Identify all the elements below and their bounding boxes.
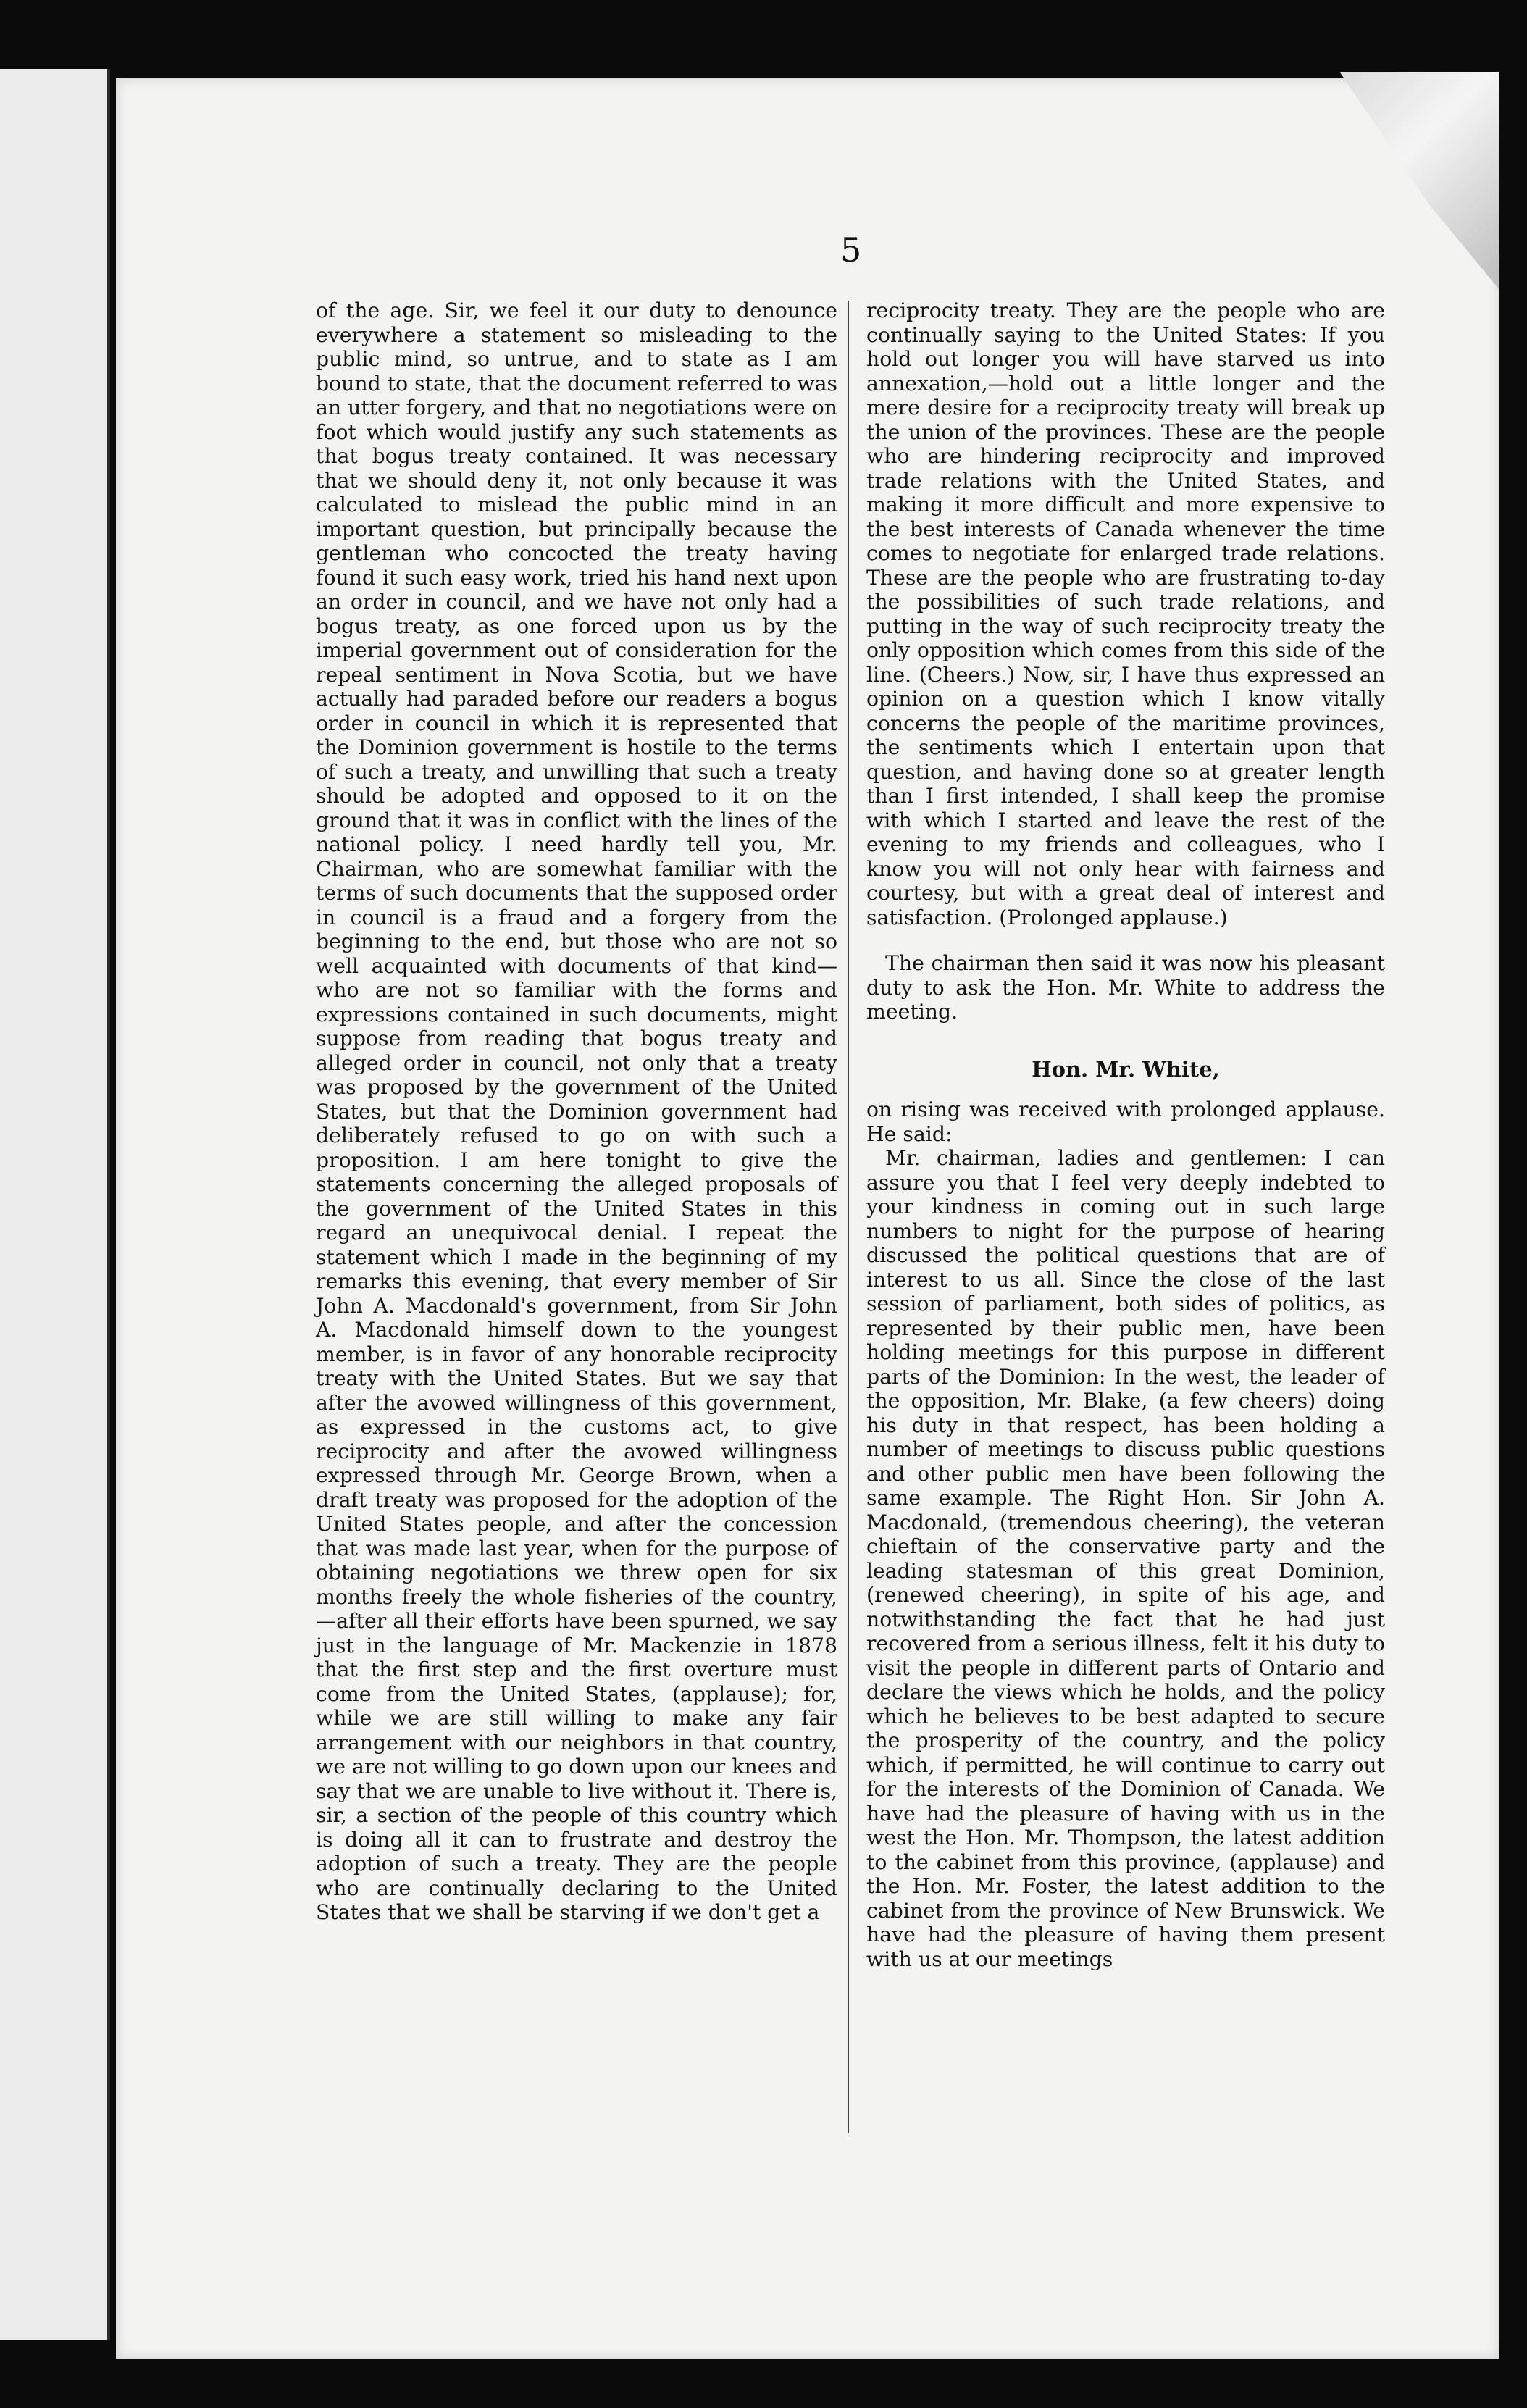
reception-paragraph: on rising was received with prolonged applause. He said:	[866, 1098, 1385, 1146]
column-divider	[848, 301, 849, 2133]
chairman-paragraph: The chairman then said it was now his pleasant duty to ask the Hon. Mr. White to address the meeting.	[866, 951, 1385, 1024]
right-column	[866, 298, 1385, 1971]
left-column	[316, 298, 837, 1925]
speaker-heading: Hon. Mr. White,	[1032, 1056, 1220, 1082]
left-column-paragraph: of the age. Sir, we feel it our duty to denounce everywhere a statement so misleading to the public mind, so untrue, and to state as I am bound to state, that the document referred to was an utter forgery, and that no negotiations were on foot which would justify any such statements as that bogus treaty contained. It was necessary that we should deny it, not only because it was calculated to mislead the public mind in an important question, but principally because the gentleman who concocted the treaty having found it such easy work, tried his hand next upon an order in council, and we have not only had a bogus treaty, as one forced upon us by the imperial government out of consideration for the repeal sentiment in Nova Scotia, but we have actually had paraded before our readers a bogus order in council in which it is represented that the Dominion government is hostile to the terms of such a treaty, and unwilling that such a treaty should be adopted and opposed to it on the ground that it was in conflict with the lines of the national policy. I need hardly tell you, Mr. Chairman, who are somewhat familiar with the terms of such documents that the supposed order in council is a fraud and a forgery from the beginning to the end, but those who are not so well acquainted with documents of that kind—who are not so familiar with the forms and expressions contained in such documents, might suppose from reading that bogus treaty and alleged order in council, not only that a treaty was proposed by the government of the United States, but that the Dominion government had deliberately refused to go on with such a proposition. I am here tonight to give the statements concerning the alleged proposals of the government of the United States in this regard an unequivocal denial. I repeat the statement which I made in the beginning of my remarks this evening, that every member of Sir John A. Macdonald's government, from Sir John A. Macdonald himself down to the youngest member, is in favor of any honorable reciprocity treaty with the United States. But we say that after the avowed willingness of this government, as expressed in the customs act, to give reciprocity and after the avowed willingness expressed through Mr. George Brown, when a draft treaty was proposed for the adoption of the United States people, and after the concession that was made last year, when for the purpose of obtaining negotiations we threw open for six months freely the whole fisheries of the country,—after all their efforts have been spurned, we say just in the language of Mr. Mackenzie in 1878 that the first step and the first overture must come from the United States, (applause); for, while we are still willing to make any fair arrangement with our neighbors in that country, we are not willing to go down upon our knees and say that we are unable to live without it. There is, sir, a section of the people of this country which is doing all it can to frustrate and destroy the adoption of such a treaty. They are the people who are continually declaring to the United States that we shall be starving if we don't get a	[316, 298, 837, 1924]
page-number: 5	[840, 230, 862, 269]
right-column-paragraph-1: reciprocity treaty. They are the people who are continually saying to the United States: If you hold out longer you will have starved us into annexation,—hold out a little longer and the mere desire for a reciprocity treaty will break up the union of the provinces. These are the people who are hindering reciprocity and improved trade relations with the United States, and making it more difficult and more expensive to the best interests of Canada whenever the time comes to negotiate for enlarged trade relations. These are the people who are frustrating to-day the possibilities of such trade relations, and putting in the way of such reciprocity treaty the only opposition which comes from this side of the line. (Cheers.) Now, sir, I have thus expressed an opinion on a question which I know vitally concerns the people of the maritime provinces, the sentiments which I entertain upon that question, and having done so at greater length than I first intended, I shall keep the promise with which I started and leave the rest of the evening to my friends and colleagues, who I know you will not only hear with fairness and courtesy, but with a great deal of interest and satisfaction. (Prolonged applause.)	[866, 298, 1385, 929]
facing-page-edge	[0, 69, 110, 2340]
speech-paragraph: Mr. chairman, ladies and gentlemen: I can assure you that I feel very deeply indebted to your kindness in coming out in such large numbers to night for the purpose of hearing discussed the political questions that are of interest to us all. Since the close of the last session of parliament, both sides of politics, as represented by their public men, have been holding meetings for this purpose in different parts of the Dominion: In the west, the leader of the opposition, Mr. Blake, (a few cheers) doing his duty in that respect, has been holding a number of meetings to discuss public questions and other public men have been following the same example. The Right Hon. Sir John A. Macdonald, (tremendous cheering), the veteran chieftain of the conservative party and the leading statesman of this great Dominion, (renewed cheering), in spite of his age, and notwithstanding the fact that he had just recovered from a serious illness, felt it his duty to visit the people in different parts of Ontario and declare the views which he holds, and the policy which he believes to be best adapted to secure the prosperity of the country, and the policy which, if permitted, he will continue to carry out for the interests of the Dominion of Canada. We have had the pleasure of having with us in the west the Hon. Mr. Thompson, the latest addition to the cabinet from this province, (applause) and the Hon. Mr. Foster, the latest addition to the cabinet from the province of New Brunswick. We have had the pleasure of having them present with us at our meetings	[866, 1146, 1385, 1971]
